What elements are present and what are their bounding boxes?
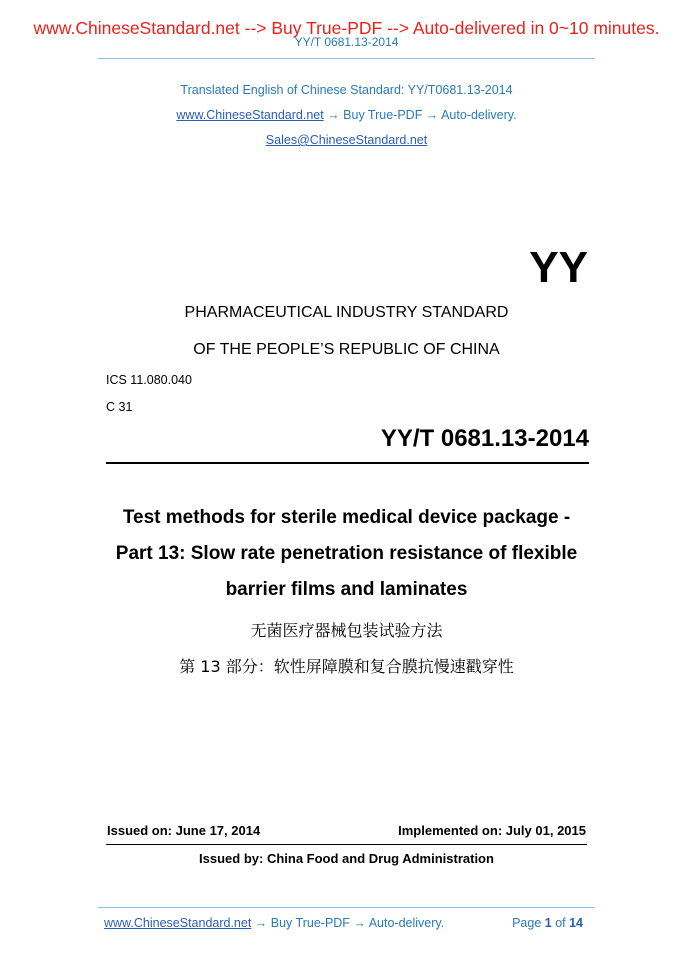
page-number: 1 bbox=[544, 916, 552, 930]
page-label: Page bbox=[512, 916, 545, 930]
footer-site-link[interactable]: www.ChineseStandard.net bbox=[104, 916, 252, 930]
footer-purchase-line bbox=[104, 916, 444, 930]
standard-mark: YY bbox=[529, 243, 588, 292]
chinese-title-2: 第 13 部分：软性屏障膜和复合膜抗慢速戳穿性 bbox=[179, 657, 514, 676]
running-header-code: YY/T 0681.13-2014 bbox=[294, 35, 399, 49]
page-indicator bbox=[512, 916, 583, 930]
translation-notice: Translated English of Chinese Standard: YY/T0681.13-2014 bbox=[180, 83, 513, 97]
title-line-2: Part 13: Slow rate penetration resistance of flexible bbox=[115, 543, 578, 564]
site-link[interactable]: www.ChineseStandard.net bbox=[176, 108, 324, 122]
sales-email-link[interactable]: Sales@ChineseStandard.net bbox=[265, 133, 428, 147]
date-rule bbox=[106, 844, 587, 845]
chinese-title-1: 无菌医疗器械包装试验方法 bbox=[250, 621, 443, 640]
implemented-date: Implemented on: July 01, 2015 bbox=[398, 823, 586, 838]
issuing-authority: Issued by: China Food and Drug Administration bbox=[199, 851, 494, 866]
of-label: of bbox=[551, 916, 570, 930]
title-line-3: barrier films and laminates bbox=[225, 579, 468, 600]
title-rule bbox=[106, 462, 589, 464]
page-total: 14 bbox=[569, 916, 583, 930]
header-divider bbox=[98, 58, 595, 59]
issued-date: Issued on: June 17, 2014 bbox=[107, 823, 261, 838]
title-line-1: Test methods for sterile medical device package - bbox=[122, 507, 571, 528]
standard-type-line2: OF THE PEOPLE’S REPUBLIC OF CHINA bbox=[193, 341, 500, 358]
standard-type-line1: PHARMACEUTICAL INDUSTRY STANDARD bbox=[184, 304, 509, 321]
sales-line bbox=[0, 133, 693, 147]
purchase-text: → Buy True-PDF → Auto-delivery. bbox=[323, 108, 517, 122]
footer-divider bbox=[98, 907, 595, 908]
ics-code: ICS 11.080.040 bbox=[106, 373, 192, 387]
promo-banner[interactable]: www.ChineseStandard.net --> Buy True-PDF --> Auto-delivered in 0~10 minutes. bbox=[33, 18, 660, 38]
purchase-line bbox=[0, 108, 693, 122]
footer-purchase-text: → Buy True-PDF → Auto-delivery. bbox=[251, 916, 445, 930]
ccs-code: C 31 bbox=[106, 400, 133, 414]
standard-code: YY/T 0681.13-2014 bbox=[380, 425, 589, 452]
